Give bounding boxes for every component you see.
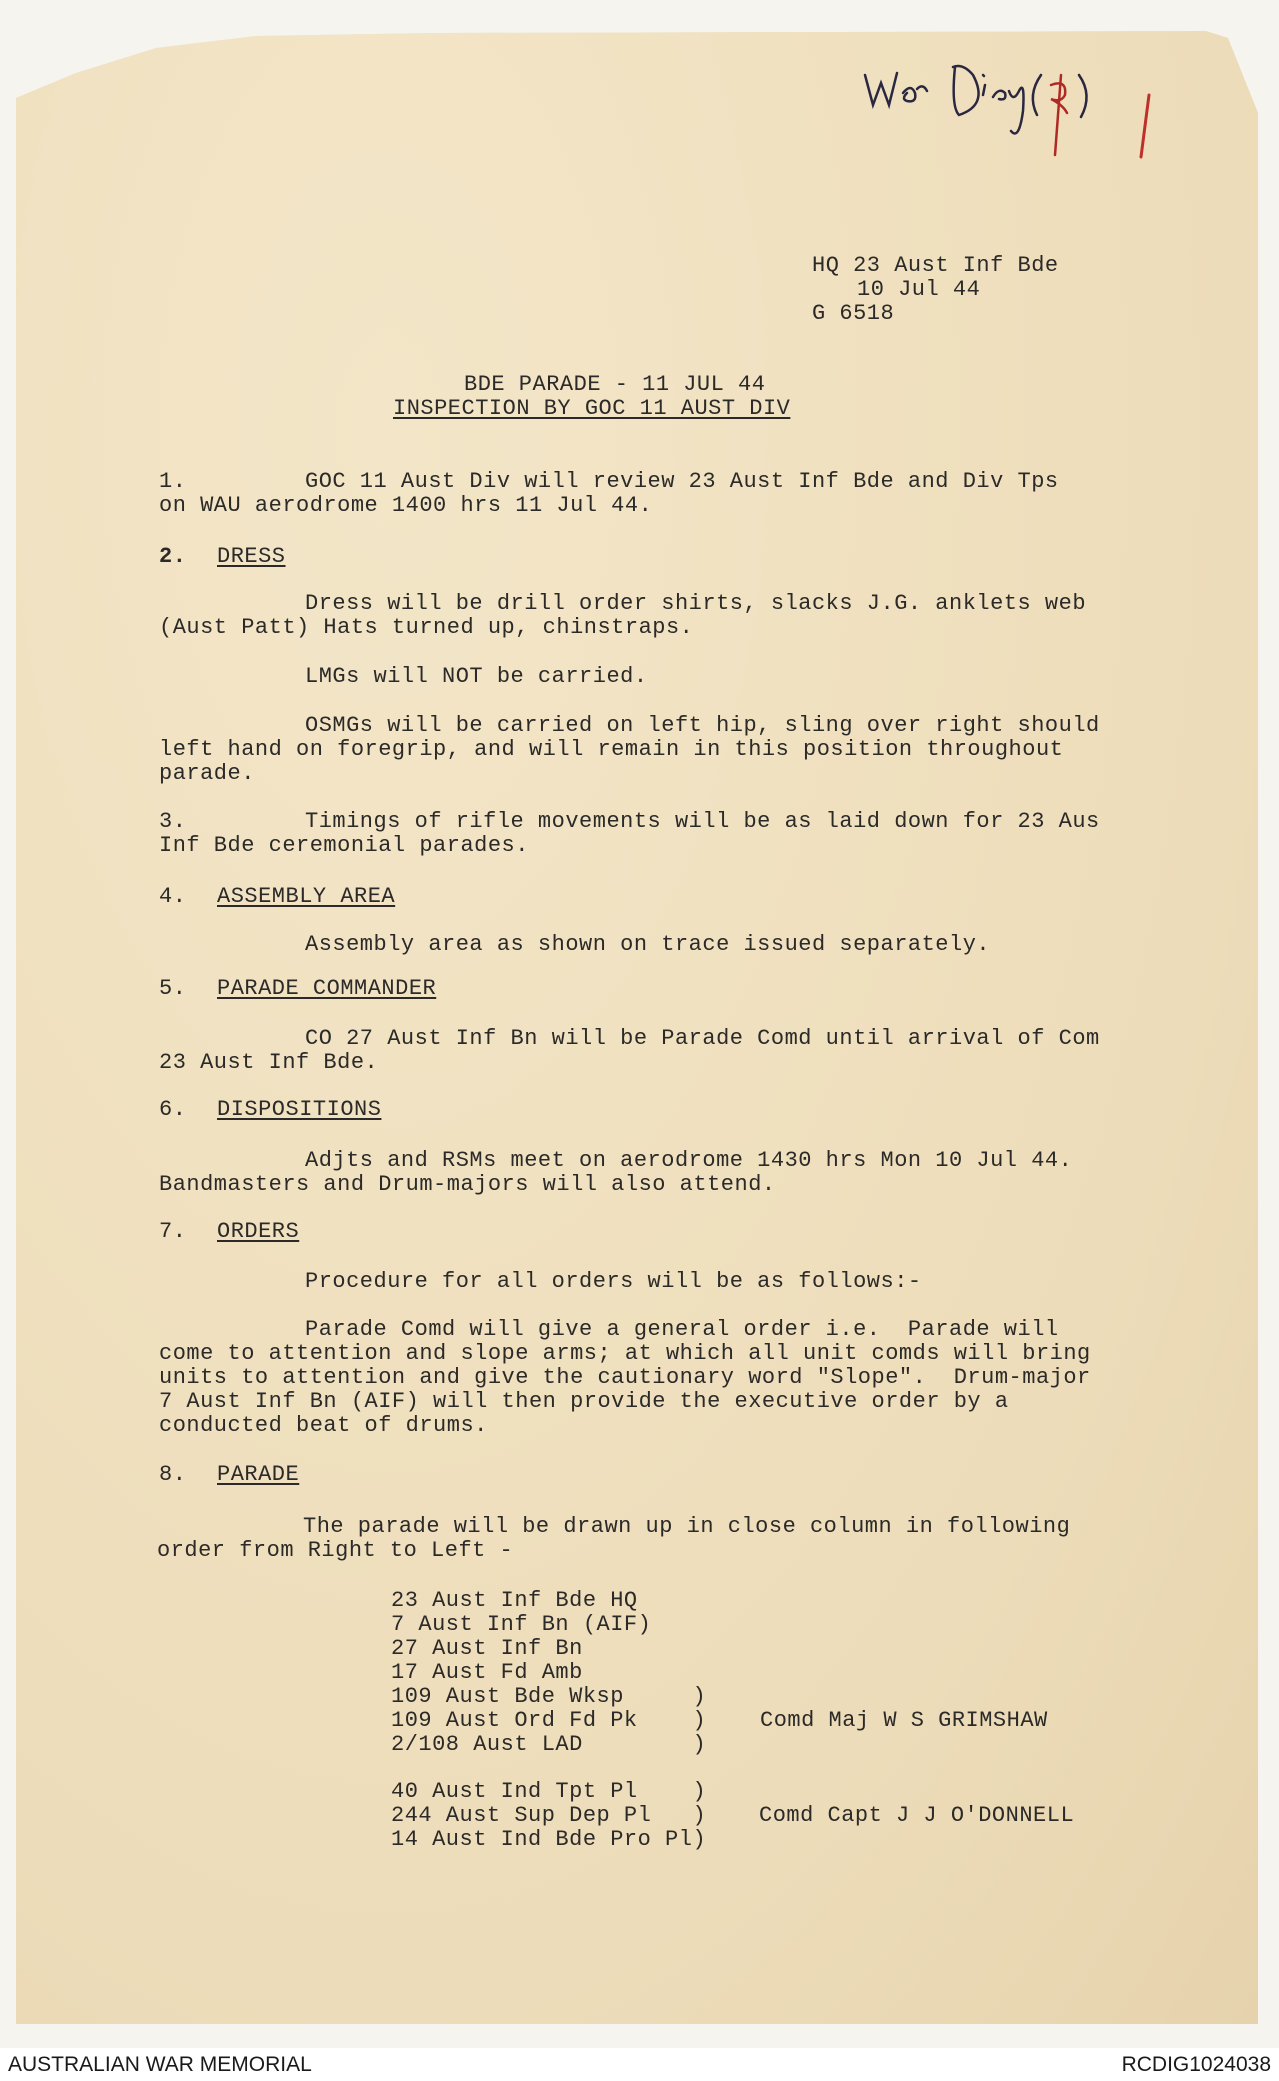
para7-b-line5: conducted beat of drums.: [159, 1413, 488, 1438]
para5-number: 5.: [159, 976, 187, 1001]
para7-heading: ORDERS: [217, 1219, 300, 1244]
para1-line2: on WAU aerodrome 1400 hrs 11 Jul 44.: [159, 493, 653, 518]
para6-heading: DISPOSITIONS: [217, 1097, 382, 1122]
para1-number: 1.: [159, 469, 187, 494]
header-reference: G 6518: [812, 301, 895, 326]
unit-list-item: 109 Aust Bde Wksp ): [391, 1684, 707, 1709]
para4-line1: Assembly area as shown on trace issued separately.: [305, 932, 991, 957]
para6-line2: Bandmasters and Drum-majors will also attend.: [159, 1172, 776, 1197]
para4-heading: ASSEMBLY AREA: [217, 884, 396, 909]
unit-list-item: 2/108 Aust LAD ): [391, 1732, 707, 1757]
unit-list-item: 7 Aust Inf Bn (AIF): [391, 1612, 652, 1637]
header-unit: HQ 23 Aust Inf Bde: [812, 253, 1059, 278]
para3-number: 3.: [159, 809, 187, 834]
para3-line1: Timings of rifle movements will be as laid down for 23 Aus: [305, 809, 1100, 834]
para2-b-line1: LMGs will NOT be carried.: [305, 664, 648, 689]
group2-commander: Comd Maj W S GRIMSHAW: [760, 1708, 1048, 1733]
para2-heading: DRESS: [217, 544, 286, 569]
para2-a-line1: Dress will be drill order shirts, slacks J.G. anklets web: [305, 591, 1087, 616]
para5-line1: CO 27 Aust Inf Bn will be Parade Comd until arrival of Com: [305, 1026, 1100, 1051]
para1-line1: GOC 11 Aust Div will review 23 Aust Inf Bde and Div Tps: [305, 469, 1059, 494]
para4-number: 4.: [159, 884, 187, 909]
group3-commander: Comd Capt J J O'DONNELL: [759, 1803, 1075, 1828]
header-date: 10 Jul 44: [857, 277, 981, 302]
handwritten-annotation: [855, 45, 1175, 175]
para6-line1: Adjts and RSMs meet on aerodrome 1430 hrs Mon 10 Jul 44.: [305, 1148, 1073, 1173]
unit-list-item: 40 Aust Ind Tpt Pl ): [391, 1779, 707, 1804]
para7-b-line1: Parade Comd will give a general order i.e. Parade will: [305, 1317, 1059, 1342]
unit-list-item: 244 Aust Sup Dep Pl ): [391, 1803, 707, 1828]
archive-name: AUSTRALIAN WAR MEMORIAL: [8, 2053, 312, 2076]
para7-b-line4: 7 Aust Inf Bn (AIF) will then provide the executive order by a: [159, 1389, 1009, 1414]
para8-heading: PARADE: [217, 1462, 300, 1487]
document-title: BDE PARADE - 11 JUL 44: [464, 372, 766, 397]
archive-footer: [0, 2048, 1279, 2081]
para7-number: 7.: [159, 1219, 187, 1244]
para2-c-line3: parade.: [159, 761, 255, 786]
unit-list-item: 14 Aust Ind Bde Pro Pl): [391, 1827, 707, 1852]
para3-line2: Inf Bde ceremonial parades.: [159, 833, 529, 858]
unit-list-item: 23 Aust Inf Bde HQ: [391, 1588, 638, 1613]
record-id: RCDIG1024038: [1121, 2053, 1271, 2076]
para7-b-line2: come to attention and slope arms; at which all unit comds will bring: [159, 1341, 1091, 1366]
para2-c-line2: left hand on foregrip, and will remain in this position throughout: [159, 737, 1064, 762]
para6-number: 6.: [159, 1097, 187, 1122]
unit-list-item: 17 Aust Fd Amb: [391, 1660, 583, 1685]
document-subtitle: INSPECTION BY GOC 11 AUST DIV: [393, 396, 791, 421]
para7-b-line3: units to attention and give the cautionary word "Slope". Drum-major: [159, 1365, 1091, 1390]
unit-list-item: 27 Aust Inf Bn: [391, 1636, 583, 1661]
unit-list-item: 109 Aust Ord Fd Pk ): [391, 1708, 707, 1733]
para2-number: 2.: [159, 544, 187, 569]
para7-a-line1: Procedure for all orders will be as follows:-: [305, 1269, 922, 1294]
para2-a-line2: (Aust Patt) Hats turned up, chinstraps.: [159, 615, 694, 640]
para8-line2: order from Right to Left -: [157, 1538, 514, 1563]
para2-c-line1: OSMGs will be carried on left hip, sling over right should: [305, 713, 1100, 738]
para5-line2: 23 Aust Inf Bde.: [159, 1050, 379, 1075]
para8-number: 8.: [159, 1462, 187, 1487]
para8-line1: The parade will be drawn up in close column in following: [303, 1514, 1071, 1539]
para5-heading: PARADE COMMANDER: [217, 976, 437, 1001]
